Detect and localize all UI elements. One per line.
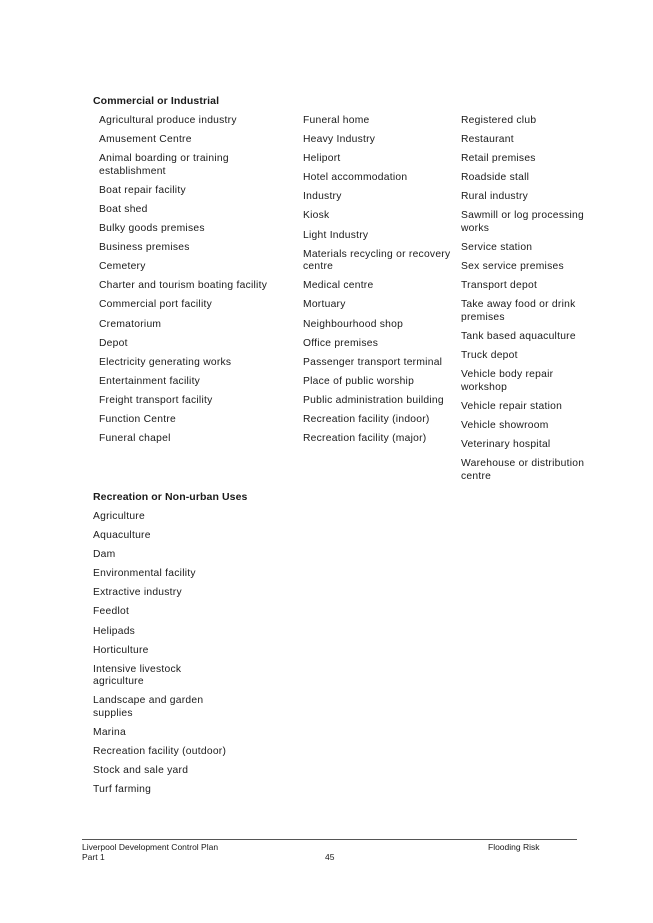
land-use-item: Truck depot (461, 350, 518, 362)
land-use-item: Materials recycling or recovery centre (303, 248, 451, 273)
land-use-item: Extractive industry (93, 587, 182, 599)
land-use-item: Vehicle body repair workshop (461, 369, 554, 393)
land-use-item: Agriculture (93, 511, 145, 522)
land-use-item: Light Industry (303, 229, 369, 241)
land-use-item: Recreation facility (outdoor) (93, 746, 227, 758)
footer-divider (82, 839, 577, 840)
land-use-item: Rural industry (461, 191, 529, 203)
land-use-item: Sawmill or log processing works (461, 210, 584, 235)
land-use-item: Neighbourhood shop (303, 318, 404, 330)
commercial-column-1 (99, 115, 289, 446)
land-use-item: Hotel accommodation (303, 172, 408, 184)
land-use-item: Aquaculture (93, 530, 151, 542)
land-use-item: Stock and sale yard (93, 765, 189, 777)
land-use-item: Medical centre (303, 280, 374, 292)
land-use-item: Landscape and garden supplies (93, 695, 204, 720)
land-use-item: Boat repair facility (99, 184, 186, 196)
land-use-item: Public administration building (303, 394, 444, 406)
land-use-item: Funeral chapel (99, 433, 171, 445)
land-use-item: Boat shed (99, 203, 148, 215)
land-use-item: Function Centre (99, 414, 177, 425)
land-use-item: Marina (93, 727, 126, 739)
commercial-column-2 (303, 115, 453, 446)
land-use-item: Freight transport facility (99, 394, 213, 406)
land-use-item: Roadside stall (461, 172, 530, 184)
land-use-item: Registered club (461, 115, 537, 126)
land-use-item: Turf farming (93, 784, 152, 796)
land-use-item: Cemetery (99, 261, 146, 273)
recreation-list (93, 511, 233, 797)
land-use-item: Industry (303, 191, 342, 203)
land-use-item: Helipads (93, 625, 136, 637)
land-use-item: Sex service premises (461, 261, 564, 273)
land-use-item: Heavy Industry (303, 134, 376, 146)
land-use-item: Vehicle repair station (461, 401, 563, 412)
land-use-item: Entertainment facility (99, 375, 201, 387)
land-use-item: Tank based aquaculture (461, 331, 576, 343)
land-use-item: Mortuary (303, 299, 346, 311)
recreation-heading: Recreation or Non-urban Uses (93, 491, 248, 503)
land-use-item: Agricultural produce industry (99, 115, 237, 126)
land-use-item: Heliport (303, 153, 341, 165)
land-use-item: Passenger transport terminal (303, 356, 443, 368)
land-use-item: Depot (99, 337, 128, 349)
land-use-item: Animal boarding or training establishment (99, 153, 229, 177)
land-use-item: Recreation facility (indoor) (303, 414, 430, 425)
land-use-item: Commercial port facility (99, 299, 212, 311)
land-use-item: Intensive livestock agriculture (93, 663, 182, 688)
footer-page-number: 45 (325, 852, 335, 862)
footer-doc-title: Liverpool Development Control Plan (82, 842, 219, 852)
land-use-item: Kiosk (303, 210, 330, 222)
land-use-item: Feedlot (93, 606, 130, 618)
land-use-item: Veterinary hospital (461, 439, 551, 451)
land-use-item: Horticulture (93, 644, 149, 656)
footer-section: Flooding Risk (488, 842, 540, 852)
land-use-item: Retail premises (461, 153, 536, 165)
land-use-item: Charter and tourism boating facility (99, 280, 268, 292)
land-use-item: Service station (461, 242, 533, 254)
land-use-item: Bulky goods premises (99, 223, 205, 235)
commercial-column-3 (461, 115, 601, 483)
land-use-item: Amusement Centre (99, 134, 192, 146)
footer-part: Part 1 (82, 852, 105, 862)
land-use-item: Funeral home (303, 115, 370, 126)
commercial-heading: Commercial or Industrial (93, 95, 220, 107)
land-use-item: Electricity generating works (99, 356, 232, 368)
land-use-item: Transport depot (461, 280, 538, 292)
land-use-item: Dam (93, 549, 116, 561)
land-use-item: Business premises (99, 242, 190, 254)
land-use-item: Warehouse or distribution centre (461, 458, 585, 482)
land-use-item: Recreation facility (major) (303, 433, 427, 445)
land-use-item: Take away food or drink premises (461, 299, 576, 324)
land-use-item: Place of public worship (303, 375, 415, 387)
land-use-item: Restaurant (461, 134, 514, 146)
land-use-item: Environmental facility (93, 568, 196, 580)
land-use-item: Vehicle showroom (461, 420, 549, 432)
land-use-item: Office premises (303, 337, 379, 349)
land-use-item: Crematorium (99, 318, 162, 330)
